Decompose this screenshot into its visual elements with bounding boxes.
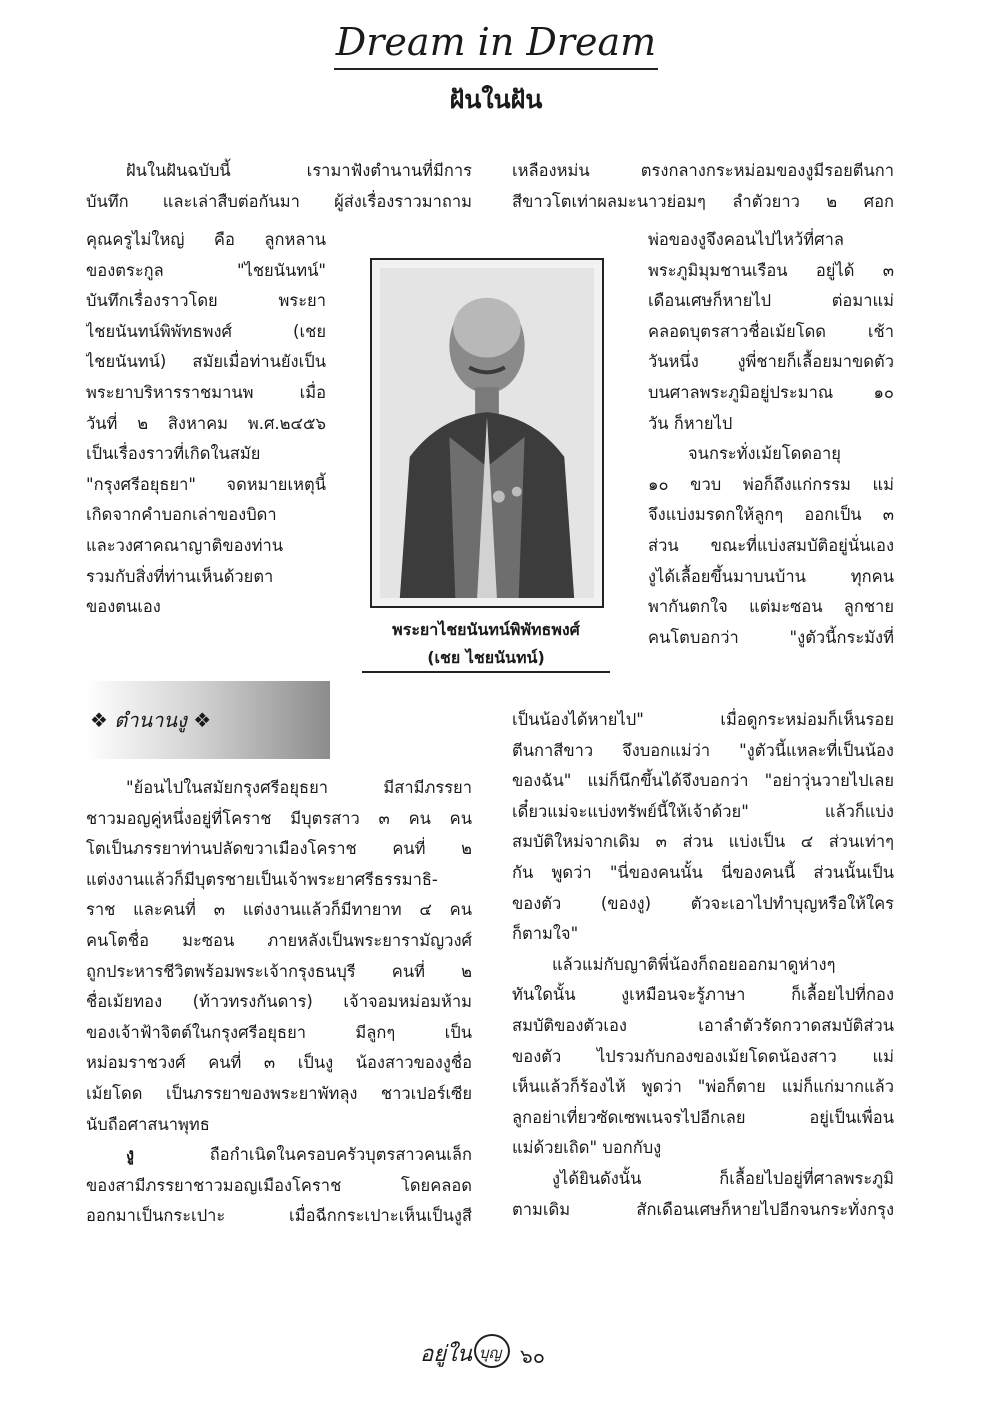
text-line: พากันตกใจ แต่มะซอน ลูกชาย bbox=[648, 597, 894, 617]
text-line: ตามเดิม สักเดือนเศษก็หายไปอีกจนกระทั่งกรุง bbox=[512, 1199, 894, 1219]
english-title: Dream in Dream bbox=[334, 20, 658, 70]
text-line: ราช และคนที่ ๓ แต่งงานแล้วก็มีทายาท ๔ คน bbox=[86, 900, 472, 920]
text-line: วันที่ ๒ สิงหาคม พ.ศ.๒๔๕๖ bbox=[86, 413, 326, 433]
intro-narrow-column bbox=[86, 225, 326, 623]
text-line: ของตระกูล "ไชยนันทน์" bbox=[86, 260, 326, 280]
text-line bbox=[86, 1140, 472, 1171]
text-line: บันทึกเรื่องราวโดย พระยา bbox=[86, 291, 326, 311]
text-line: ของตัว ไปรวมกับกองของเม้ยโดดน้องสาว แม่ bbox=[512, 1046, 894, 1066]
text-line: พ่อของงูจึงคอนไปไหว้ที่ศาล bbox=[648, 230, 844, 249]
text-line: สมบัติใหม่จากเดิม ๓ ส่วน แบ่งเป็น ๔ ส่วนเท่าๆ bbox=[512, 832, 894, 852]
text-line: คลอดบุตรสาวชื่อเม้ยโดด เช้า bbox=[648, 321, 894, 341]
intro-paragraph bbox=[86, 156, 472, 217]
section-heading: ❖ ตำนานงู ❖ bbox=[90, 708, 212, 732]
text-line: งูได้เลื้อยขึ้นมาบนบ้าน ทุกคน bbox=[648, 566, 894, 586]
text-line: สีขาวโตเท่าผลมะนาวย่อมๆ ลำตัวยาว ๒ ศอก bbox=[512, 191, 894, 211]
right-narrow-column bbox=[648, 225, 894, 653]
text-line: ของตัว (ของงู) ตัวจะเอาไปทำบุญหรือให้ใคร bbox=[512, 893, 894, 913]
text-line: เป็นน้องได้หายไป" เมื่อดูกระหม่อมก็เห็นรอย bbox=[512, 710, 894, 729]
text-line: เห็นแล้วก็ร้องไห้ พูดว่า "พ่อก็ตาย แม่ก็แก่มากแล้ว bbox=[512, 1077, 894, 1097]
text-line: ถูกประหารชีวิตพร้อมพระเจ้ากรุงธนบุรี คนที่ ๒ bbox=[86, 961, 472, 981]
text-line: พระภูมิมุมชานเรือน อยู่ได้ ๓ bbox=[648, 260, 894, 280]
page-number: ๖๐ bbox=[520, 1344, 545, 1368]
text-line: ฝันในฝันฉบับนี้ เรามาฟังตำนานที่มีการ bbox=[126, 161, 472, 180]
footer-logo: อยู่ใน bbox=[420, 1342, 472, 1367]
text-line: จึงแบ่งมรดกให้ลูกๆ ออกเป็น ๓ bbox=[648, 505, 894, 525]
text-line: ตีนกาสีขาว จึงบอกแม่ว่า "งูตัวนี้แหละที่เป็นน้อง bbox=[512, 740, 894, 760]
text-line: กัน พูดว่า "นี่ของคนนั้น นี่ของคนนี้ ส่วนนั้นเป็น bbox=[512, 862, 894, 882]
text-line: เม้ยโดด เป็นภรรยาของพระยาพัทลุง ชาวเปอร์เซีย bbox=[86, 1083, 472, 1103]
text-line: เกิดจากคำบอกเล่าของบิดา bbox=[86, 505, 277, 525]
bold-word: งู bbox=[126, 1145, 135, 1164]
text-line: "ย้อนไปในสมัยกรุงศรีอยุธยา มีสามีภรรยา bbox=[126, 778, 472, 797]
caption-line: พระยาไชยนันทน์พิพัทธพงศ์ bbox=[392, 620, 580, 639]
text-fragment: ถือกำเนิดในครอบครัวบุตรสาวคนเล็ก bbox=[134, 1145, 472, 1164]
footer-logo-circle-text: บุญ bbox=[479, 1344, 502, 1362]
page-header bbox=[0, 20, 1000, 120]
text-line: ของฉัน" แม่ก็นึกขึ้นได้จึงบอกว่า "อย่าวุ่นวายไปเลย bbox=[512, 771, 894, 791]
photo-caption bbox=[362, 616, 610, 672]
text-line: งูได้ยินดังนั้น ก็เลื้อยไปอยู่ที่ศาลพระภูมิ bbox=[552, 1168, 894, 1188]
text-line: นับถือศาสนาพุทธ bbox=[86, 1114, 210, 1134]
text-line: คนโตบอกว่า "งูตัวนี้กระมังที่ bbox=[648, 627, 894, 647]
text-line: ทันใดนั้น งูเหมือนจะรู้ภาษา ก็เลื้อยไปที่กอง bbox=[512, 985, 894, 1005]
text-line: เดี๋ยวแม่จะแบ่งทรัพย์นี้ให้เจ้าด้วย" แล้วก็แบ่ง bbox=[512, 801, 894, 821]
text-line: เป็นเรื่องราวที่เกิดในสมัย bbox=[86, 444, 261, 464]
text-line: ของสามีภรรยาชาวมอญเมืองโคราช โดยคลอด bbox=[86, 1175, 472, 1195]
text-line: รวมกับสิ่งที่ท่านเห็นด้วยตา bbox=[86, 566, 274, 586]
text-line: บันทึก และเล่าสืบต่อกันมา ผู้ส่งเรื่องราวมาถาม bbox=[86, 191, 472, 211]
portrait-illustration bbox=[380, 268, 594, 598]
caption-line: (เชย ไชยนันทน์) bbox=[427, 648, 545, 667]
right-full-column bbox=[512, 705, 894, 1225]
text-line: สมบัติของตัวเอง เอาลำตัวรัดกวาดสมบัติส่วน bbox=[512, 1015, 894, 1035]
text-line: ชื่อเม้ยทอง (ท้าวทรงกันดาร) เจ้าจอมหม่อมห้าม bbox=[86, 992, 472, 1012]
thai-title: ฝันในฝัน bbox=[449, 85, 543, 114]
text-line: เหลืองหม่น ตรงกลางกระหม่อมของงูมีรอยตีนกา bbox=[512, 161, 894, 180]
text-line: เดือนเศษก็หายไป ต่อมาแม่ bbox=[648, 291, 894, 311]
text-line: ๑๐ ขวบ พ่อก็ถึงแก่กรรม แม่ bbox=[648, 474, 894, 494]
text-line: ลูกอย่าเที่ยวซัดเซพเนจรไปอีกเลย อยู่เป็นเพื่อน bbox=[512, 1107, 894, 1127]
text-line: บนศาลพระภูมิอยู่ประมาณ ๑๐ bbox=[648, 382, 894, 402]
text-line: หม่อมราชวงศ์ คนที่ ๓ เป็นงู น้องสาวของงูชื่อ bbox=[86, 1053, 472, 1073]
text-line: ไชยนันทน์พิพัทธพงศ์ (เชย bbox=[86, 321, 326, 341]
left-paragraph-2 bbox=[86, 1140, 472, 1232]
portrait-photo bbox=[370, 258, 604, 608]
text-line: และวงศาคณาญาติของท่าน bbox=[86, 535, 283, 555]
text-line: วัน ก็หายไป bbox=[648, 413, 733, 433]
text-line: แล้วแม่กับญาติพี่น้องก็ถอยออกมาดูห่างๆ bbox=[552, 954, 836, 974]
page-footer bbox=[420, 1334, 600, 1370]
text-line: คนโตชื่อ มะซอน ภายหลังเป็นพระยารามัญวงศ์ bbox=[86, 930, 472, 950]
text-line: คุณครูไม่ใหญ่ คือ ลูกหลาน bbox=[86, 230, 326, 249]
text-line: ของเจ้าฟ้าจิตต์ในกรุงศรีอยุธยา มีลูกๆ เป็น bbox=[86, 1022, 472, 1042]
portrait-image bbox=[380, 268, 594, 598]
right-top-lines bbox=[512, 156, 894, 217]
text-line: โตเป็นภรรยาท่านปลัดขวาเมืองโคราช คนที่ ๒ bbox=[86, 839, 472, 859]
text-line: ของตนเอง bbox=[86, 597, 161, 617]
text-line: แต่งงานแล้วก็มีบุตรชายเป็นเจ้าพระยาศรีธรรมาธิ- bbox=[86, 869, 438, 889]
text-line: ไชยนันทน์) สมัยเมื่อท่านยังเป็น bbox=[86, 352, 326, 372]
footer-logo-circle bbox=[474, 1334, 510, 1368]
left-paragraph-1 bbox=[86, 773, 472, 1140]
text-line: พระยาบริหารราชมานพ เมื่อ bbox=[86, 382, 326, 402]
text-line: ชาวมอญคู่หนึ่งอยู่ที่โคราช มีบุตรสาว ๓ คน คน bbox=[86, 808, 472, 828]
text-line: ก็ตามใจ" bbox=[512, 924, 579, 944]
caption-rule bbox=[362, 671, 610, 673]
text-line: วันหนึ่ง งูพี่ชายก็เลื้อยมาขดตัว bbox=[648, 352, 894, 372]
text-line: ส่วน ขณะที่แบ่งสมบัติอยู่นั่นเอง bbox=[648, 535, 894, 555]
text-line: แม่ด้วยเถิด" บอกกับงู bbox=[512, 1138, 662, 1158]
text-line: จนกระทั่งเม้ยโดดอายุ bbox=[688, 444, 841, 464]
text-line: ออกมาเป็นกระเปาะ เมื่อฉีกกระเปาะเห็นเป็นงูสี bbox=[86, 1206, 472, 1226]
text-line: "กรุงศรีอยุธยา" จดหมายเหตุนี้ bbox=[86, 474, 326, 494]
